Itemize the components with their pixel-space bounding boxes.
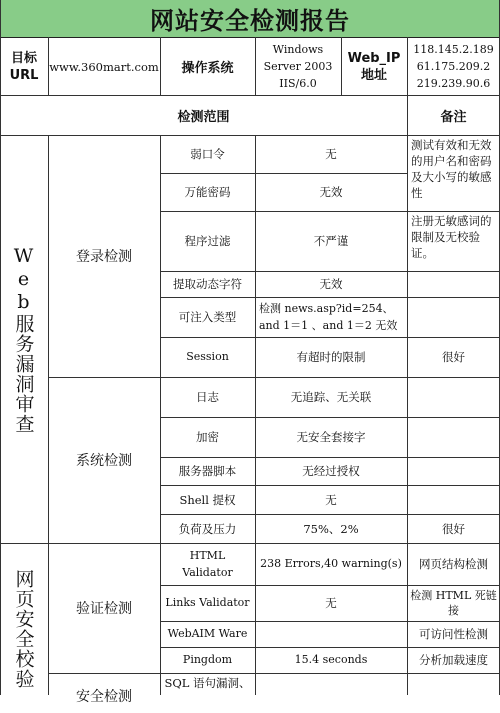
row-html-validator-remark: 网页结构检测 xyxy=(419,557,488,571)
web-ip-values: 118.145.2.189 61.175.209.2 219.239.90.6 xyxy=(413,43,494,90)
target-url-value: www.360mart.com xyxy=(49,59,159,74)
grid-line xyxy=(0,95,500,96)
row-encryption-item: 加密 xyxy=(196,430,219,444)
row-injection-item: 可注入类型 xyxy=(178,310,237,324)
row-sql-item: SQL 语句漏洞、 xyxy=(164,676,251,690)
row-log-item: 日志 xyxy=(196,390,219,404)
row-sql-remark xyxy=(407,673,500,695)
group-validation: 验证检测 xyxy=(76,601,132,617)
row-log-result: 无追踪、无关联 xyxy=(290,390,372,404)
grid-line xyxy=(255,135,256,695)
report-title: 网站安全检测报告 xyxy=(0,0,500,38)
row-html-validator-item: HTML Validator xyxy=(182,549,233,579)
row-session-item: Session xyxy=(186,350,229,363)
section-web-service-label: Web服务漏洞审查 xyxy=(12,244,35,434)
grid-line xyxy=(48,673,500,674)
scope-header: 检测范围 xyxy=(177,109,230,125)
row-dynamic-char-result: 无效 xyxy=(319,277,343,291)
grid-line xyxy=(48,377,500,378)
row-filter-remark: 注册无敏感词的限制及无校验证。 xyxy=(411,214,492,260)
row-pingdom-remark: 分析加载速度 xyxy=(419,653,488,667)
section-page-security-label: 网页安全校验 xyxy=(12,569,35,689)
row-server-script-remark xyxy=(407,457,500,485)
grid-line xyxy=(160,417,500,418)
row-universal-password-item: 万能密码 xyxy=(184,185,231,199)
os-label: 操作系统 xyxy=(181,61,234,76)
web-ip-label: Web_IP 地址 xyxy=(347,50,401,83)
grid-line xyxy=(48,37,49,95)
row-shell-result: 无 xyxy=(325,492,337,507)
grid-line xyxy=(0,135,500,136)
row-weak-password-remark: 测试有效和无效的用户名和密码及大小写的敏感性 xyxy=(411,138,492,200)
row-filter-result: 不严谨 xyxy=(313,234,349,248)
grid-line xyxy=(255,37,256,95)
row-injection-remark xyxy=(407,297,500,337)
grid-line xyxy=(0,543,500,544)
grid-line xyxy=(160,135,161,695)
row-weak-password-item: 弱口令 xyxy=(190,147,225,161)
grid-line xyxy=(160,457,500,458)
row-load-item: 负荷及压力 xyxy=(178,521,237,536)
row-server-script-result: 无经过授权 xyxy=(302,464,360,478)
row-sql-result xyxy=(255,673,407,695)
row-shell-item: Shell 提权 xyxy=(179,492,236,507)
row-session-remark: 很好 xyxy=(442,350,465,364)
row-webaim-remark: 可访问性检测 xyxy=(419,627,488,641)
grid-line xyxy=(160,337,500,338)
grid-line xyxy=(0,0,1,695)
row-webaim-result xyxy=(255,621,407,647)
row-load-remark: 很好 xyxy=(442,521,465,536)
section-page-security xyxy=(0,543,48,695)
row-server-script-item: 服务器脚本 xyxy=(178,464,237,478)
section-web-service xyxy=(0,135,48,543)
grid-line xyxy=(160,297,500,298)
row-pingdom-item: Pingdom xyxy=(182,653,233,666)
group-login: 登录检测 xyxy=(76,249,132,265)
grid-line xyxy=(48,135,49,695)
row-dynamic-char-remark xyxy=(407,271,500,297)
grid-line xyxy=(341,37,342,95)
row-log-remark xyxy=(407,377,500,417)
row-weak-password-result: 无 xyxy=(325,147,337,161)
row-links-validator-item: Links Validator xyxy=(165,596,250,609)
row-pingdom-result: 15.4 seconds xyxy=(294,653,368,666)
grid-line xyxy=(160,621,500,622)
row-shell-remark xyxy=(407,485,500,514)
row-load-result: 75%、2% xyxy=(303,521,359,536)
row-injection-result: 检测 news.asp?id=254、and 1＝1 、and 1＝2 无效 xyxy=(259,302,398,332)
row-session-result: 有超时的限制 xyxy=(296,350,366,364)
row-links-validator-remark: 检测 HTML 死链接 xyxy=(410,589,497,617)
grid-line xyxy=(160,485,500,486)
row-filter-item: 程序过滤 xyxy=(184,234,231,248)
target-url-label: 目标 URL xyxy=(9,50,39,83)
group-security: 安全检测 xyxy=(76,689,132,705)
grid-line xyxy=(160,173,407,174)
row-encryption-result: 无安全套接字 xyxy=(296,430,366,444)
grid-line xyxy=(160,647,500,648)
row-encryption-remark xyxy=(407,417,500,457)
grid-line xyxy=(160,37,161,95)
row-html-validator-result: 238 Errors,40 warning(s) xyxy=(260,557,402,570)
group-system: 系统检测 xyxy=(76,453,132,469)
grid-line xyxy=(160,211,500,212)
grid-line xyxy=(160,271,500,272)
row-universal-password-result: 无效 xyxy=(319,185,343,199)
row-dynamic-char-item: 提取动态字符 xyxy=(173,277,242,291)
grid-line xyxy=(160,585,500,586)
row-links-validator-result: 无 xyxy=(325,596,337,610)
remark-header: 备注 xyxy=(440,109,467,125)
row-webaim-item: WebAIM Ware xyxy=(167,627,248,640)
os-value: Windows Server 2003 IIS/6.0 xyxy=(263,43,333,90)
grid-line xyxy=(160,514,500,515)
